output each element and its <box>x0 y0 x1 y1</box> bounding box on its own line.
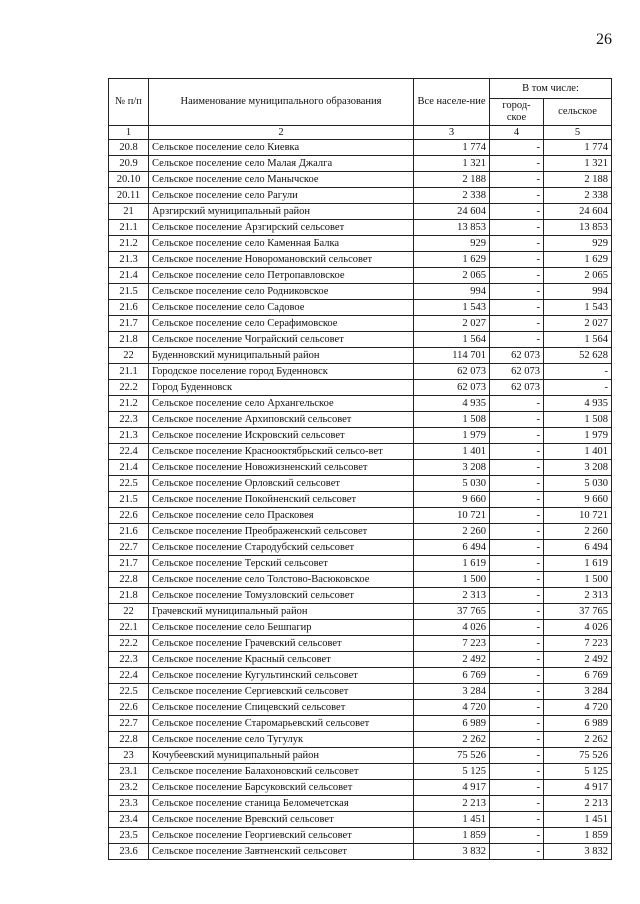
cell-num: 23 <box>109 748 149 764</box>
cell-rural: 929 <box>544 236 612 252</box>
table-row <box>109 156 612 172</box>
table-row <box>109 684 612 700</box>
cell-city: - <box>490 396 544 412</box>
cell-city: - <box>490 636 544 652</box>
cell-num: 21.7 <box>109 556 149 572</box>
cell-city: - <box>490 172 544 188</box>
cell-total: 75 526 <box>414 748 490 764</box>
cell-city: - <box>490 556 544 572</box>
cell-rural: 2 262 <box>544 732 612 748</box>
cell-total: 62 073 <box>414 380 490 396</box>
cell-rural: 4 720 <box>544 700 612 716</box>
cell-city: - <box>490 812 544 828</box>
table-row <box>109 316 612 332</box>
cell-rural: 1 774 <box>544 140 612 156</box>
cell-total: 2 213 <box>414 796 490 812</box>
cell-num: 22 <box>109 348 149 364</box>
cell-city: 62 073 <box>490 380 544 396</box>
cell-total: 37 765 <box>414 604 490 620</box>
cell-total: 2 260 <box>414 524 490 540</box>
cell-rural: 9 660 <box>544 492 612 508</box>
cell-num: 21.2 <box>109 396 149 412</box>
cell-rural: 2 188 <box>544 172 612 188</box>
cell-num: 21.4 <box>109 460 149 476</box>
cell-num: 22.6 <box>109 508 149 524</box>
cell-city: - <box>490 412 544 428</box>
cell-total: 114 701 <box>414 348 490 364</box>
cell-rural: 1 629 <box>544 252 612 268</box>
cell-name: Сельское поселение Красный сельсовет <box>149 652 414 668</box>
table-row <box>109 668 612 684</box>
table-header <box>109 79 612 140</box>
cell-city: - <box>490 524 544 540</box>
cell-total: 994 <box>414 284 490 300</box>
cell-city: - <box>490 764 544 780</box>
cell-total: 1 508 <box>414 412 490 428</box>
table-row <box>109 764 612 780</box>
cell-num: 21.1 <box>109 364 149 380</box>
cell-rural: 5 030 <box>544 476 612 492</box>
cell-total: 6 494 <box>414 540 490 556</box>
cell-num: 22.4 <box>109 444 149 460</box>
cell-num: 22.2 <box>109 636 149 652</box>
table-row <box>109 556 612 572</box>
table-row <box>109 364 612 380</box>
cell-total: 62 073 <box>414 364 490 380</box>
cell-city: - <box>490 156 544 172</box>
table-row <box>109 780 612 796</box>
table-row <box>109 476 612 492</box>
cell-name: Сельское поселение село Бешпагир <box>149 620 414 636</box>
cell-name: Арзгирский муниципальный район <box>149 204 414 220</box>
table-row <box>109 700 612 716</box>
table-row <box>109 796 612 812</box>
cell-name: Сельское поселение станица Беломечетская <box>149 796 414 812</box>
cell-num: 21.5 <box>109 492 149 508</box>
cell-city: - <box>490 444 544 460</box>
cell-total: 1 774 <box>414 140 490 156</box>
cell-rural: 6 769 <box>544 668 612 684</box>
cell-total: 5 125 <box>414 764 490 780</box>
cell-total: 2 065 <box>414 268 490 284</box>
table-row <box>109 220 612 236</box>
cell-name: Сельское поселение село Толстово-Васюковское <box>149 572 414 588</box>
table-row <box>109 252 612 268</box>
table-row <box>109 396 612 412</box>
cell-rural: 1 451 <box>544 812 612 828</box>
table-row <box>109 300 612 316</box>
header-rural: сельское <box>544 99 612 126</box>
cell-rural: 3 208 <box>544 460 612 476</box>
column-number: 4 <box>490 126 544 140</box>
cell-rural: 2 213 <box>544 796 612 812</box>
cell-name: Город Буденновск <box>149 380 414 396</box>
cell-name: Сельское поселение Стародубский сельсовет <box>149 540 414 556</box>
cell-total: 13 853 <box>414 220 490 236</box>
cell-rural: 1 543 <box>544 300 612 316</box>
cell-name: Сельское поселение Сергиевский сельсовет <box>149 684 414 700</box>
cell-num: 22 <box>109 604 149 620</box>
table-row <box>109 236 612 252</box>
table-row <box>109 172 612 188</box>
table-body <box>109 140 612 860</box>
cell-name: Сельское поселение Преображенский сельсовет <box>149 524 414 540</box>
cell-total: 1 451 <box>414 812 490 828</box>
cell-num: 21.7 <box>109 316 149 332</box>
cell-city: - <box>490 140 544 156</box>
cell-total: 1 321 <box>414 156 490 172</box>
column-number: 2 <box>149 126 414 140</box>
table-row <box>109 828 612 844</box>
cell-name: Сельское поселение село Родниковское <box>149 284 414 300</box>
table-row <box>109 508 612 524</box>
table-row <box>109 844 612 860</box>
cell-num: 22.7 <box>109 716 149 732</box>
cell-total: 1 500 <box>414 572 490 588</box>
cell-name: Сельское поселение село Архангельское <box>149 396 414 412</box>
cell-rural: 5 125 <box>544 764 612 780</box>
cell-name: Сельское поселение Завтненский сельсовет <box>149 844 414 860</box>
cell-total: 2 492 <box>414 652 490 668</box>
cell-total: 2 313 <box>414 588 490 604</box>
cell-city: - <box>490 780 544 796</box>
cell-name: Сельское поселение Искровский сельсовет <box>149 428 414 444</box>
cell-total: 5 030 <box>414 476 490 492</box>
cell-name: Сельское поселение село Петропавловское <box>149 268 414 284</box>
table-row <box>109 540 612 556</box>
cell-num: 21.5 <box>109 284 149 300</box>
header-total: Все населе-ние <box>414 79 490 126</box>
cell-city: 62 073 <box>490 348 544 364</box>
cell-name: Сельское поселение Барсуковский сельсовет <box>149 780 414 796</box>
cell-num: 21.6 <box>109 524 149 540</box>
cell-city: - <box>490 316 544 332</box>
table-row <box>109 140 612 156</box>
cell-city: - <box>490 428 544 444</box>
cell-num: 21.3 <box>109 428 149 444</box>
cell-name: Кочубеевский муниципальный район <box>149 748 414 764</box>
cell-rural: 2 313 <box>544 588 612 604</box>
cell-name: Сельское поселение село Рагули <box>149 188 414 204</box>
cell-city: - <box>490 796 544 812</box>
cell-num: 23.2 <box>109 780 149 796</box>
column-number: 3 <box>414 126 490 140</box>
cell-name: Сельское поселение Кугультинский сельсовет <box>149 668 414 684</box>
cell-name: Сельское поселение Покойненский сельсовет <box>149 492 414 508</box>
cell-num: 21.1 <box>109 220 149 236</box>
cell-name: Сельское поселение село Тугулук <box>149 732 414 748</box>
cell-total: 10 721 <box>414 508 490 524</box>
cell-name: Сельское поселение Краснооктябрьский сельсо-вет <box>149 444 414 460</box>
cell-total: 4 917 <box>414 780 490 796</box>
cell-num: 20.10 <box>109 172 149 188</box>
cell-total: 1 629 <box>414 252 490 268</box>
cell-rural: - <box>544 380 612 396</box>
cell-rural: 2 338 <box>544 188 612 204</box>
cell-rural: 1 619 <box>544 556 612 572</box>
cell-city: - <box>490 476 544 492</box>
cell-num: 22.7 <box>109 540 149 556</box>
table-row <box>109 748 612 764</box>
header-num: № п/п <box>109 79 149 126</box>
population-table <box>108 78 612 860</box>
cell-total: 2 027 <box>414 316 490 332</box>
cell-num: 22.8 <box>109 732 149 748</box>
cell-num: 21.2 <box>109 236 149 252</box>
cell-city: - <box>490 620 544 636</box>
table-row <box>109 444 612 460</box>
cell-total: 7 223 <box>414 636 490 652</box>
cell-rural: 10 721 <box>544 508 612 524</box>
cell-city: - <box>490 284 544 300</box>
cell-num: 23.5 <box>109 828 149 844</box>
table-row <box>109 652 612 668</box>
header-city: город-ское <box>490 99 544 126</box>
cell-rural: 7 223 <box>544 636 612 652</box>
cell-num: 22.5 <box>109 476 149 492</box>
table-row <box>109 428 612 444</box>
cell-total: 6 989 <box>414 716 490 732</box>
cell-total: 1 564 <box>414 332 490 348</box>
cell-city: - <box>490 268 544 284</box>
cell-name: Сельское поселение Новожизненский сельсовет <box>149 460 414 476</box>
cell-city: - <box>490 652 544 668</box>
cell-total: 3 208 <box>414 460 490 476</box>
page-number: 26 <box>596 31 612 48</box>
cell-city: - <box>490 508 544 524</box>
cell-total: 9 660 <box>414 492 490 508</box>
cell-rural: 1 508 <box>544 412 612 428</box>
cell-name: Сельское поселение село Киевка <box>149 140 414 156</box>
cell-total: 3 284 <box>414 684 490 700</box>
cell-num: 21.8 <box>109 588 149 604</box>
cell-rural: 6 494 <box>544 540 612 556</box>
cell-num: 21.6 <box>109 300 149 316</box>
table-row <box>109 620 612 636</box>
column-number: 5 <box>544 126 612 140</box>
table-row <box>109 732 612 748</box>
cell-name: Сельское поселение Терский сельсовет <box>149 556 414 572</box>
cell-city: - <box>490 300 544 316</box>
cell-num: 22.3 <box>109 652 149 668</box>
cell-num: 22.5 <box>109 684 149 700</box>
cell-rural: 1 321 <box>544 156 612 172</box>
cell-city: - <box>490 828 544 844</box>
header-name: Наименование муниципального образования <box>149 79 414 126</box>
cell-rural: 6 989 <box>544 716 612 732</box>
cell-name: Сельское поселение село Садовое <box>149 300 414 316</box>
cell-rural: - <box>544 364 612 380</box>
cell-city: - <box>490 748 544 764</box>
cell-total: 3 832 <box>414 844 490 860</box>
table-row <box>109 380 612 396</box>
table-row <box>109 188 612 204</box>
cell-rural: 24 604 <box>544 204 612 220</box>
cell-rural: 52 628 <box>544 348 612 364</box>
cell-num: 21.4 <box>109 268 149 284</box>
cell-num: 22.4 <box>109 668 149 684</box>
cell-rural: 2 065 <box>544 268 612 284</box>
cell-city: - <box>490 540 544 556</box>
table-row <box>109 348 612 364</box>
cell-total: 24 604 <box>414 204 490 220</box>
cell-num: 23.1 <box>109 764 149 780</box>
cell-rural: 2 492 <box>544 652 612 668</box>
cell-city: - <box>490 204 544 220</box>
cell-num: 20.11 <box>109 188 149 204</box>
cell-city: - <box>490 188 544 204</box>
cell-city: - <box>490 732 544 748</box>
cell-name: Сельское поселение Томузловский сельсовет <box>149 588 414 604</box>
cell-city: - <box>490 844 544 860</box>
cell-name: Сельское поселение село Манычское <box>149 172 414 188</box>
cell-total: 2 338 <box>414 188 490 204</box>
cell-num: 22.3 <box>109 412 149 428</box>
cell-rural: 4 935 <box>544 396 612 412</box>
table-row <box>109 204 612 220</box>
cell-num: 22.8 <box>109 572 149 588</box>
table-row <box>109 636 612 652</box>
table-row <box>109 284 612 300</box>
cell-rural: 4 917 <box>544 780 612 796</box>
cell-city: - <box>490 460 544 476</box>
cell-rural: 1 979 <box>544 428 612 444</box>
table-row <box>109 716 612 732</box>
cell-name: Сельское поселение село Серафимовское <box>149 316 414 332</box>
cell-total: 6 769 <box>414 668 490 684</box>
cell-rural: 3 284 <box>544 684 612 700</box>
cell-city: 62 073 <box>490 364 544 380</box>
cell-num: 22.2 <box>109 380 149 396</box>
cell-name: Сельское поселение Старомарьевский сельсовет <box>149 716 414 732</box>
table-row <box>109 524 612 540</box>
column-number: 1 <box>109 126 149 140</box>
header-group: В том числе: <box>490 79 612 99</box>
cell-num: 21 <box>109 204 149 220</box>
cell-rural: 2 260 <box>544 524 612 540</box>
column-numbers-row <box>109 126 612 140</box>
cell-name: Грачевский муниципальный район <box>149 604 414 620</box>
cell-num: 20.9 <box>109 156 149 172</box>
cell-city: - <box>490 572 544 588</box>
cell-city: - <box>490 252 544 268</box>
cell-name: Сельское поселение село Каменная Балка <box>149 236 414 252</box>
table-row <box>109 412 612 428</box>
cell-num: 23.4 <box>109 812 149 828</box>
cell-num: 22.1 <box>109 620 149 636</box>
cell-name: Городское поселение город Буденновск <box>149 364 414 380</box>
table-row <box>109 268 612 284</box>
cell-city: - <box>490 668 544 684</box>
cell-name: Сельское поселение село Малая Джалга <box>149 156 414 172</box>
cell-rural: 1 401 <box>544 444 612 460</box>
cell-name: Сельское поселение Архиповский сельсовет <box>149 412 414 428</box>
cell-num: 21.8 <box>109 332 149 348</box>
cell-name: Сельское поселение Балахоновский сельсовет <box>149 764 414 780</box>
table-row <box>109 460 612 476</box>
cell-total: 2 262 <box>414 732 490 748</box>
table-row <box>109 604 612 620</box>
cell-rural: 4 026 <box>544 620 612 636</box>
cell-rural: 1 500 <box>544 572 612 588</box>
cell-name: Буденновский муниципальный район <box>149 348 414 364</box>
cell-name: Сельское поселение Орловский сельсовет <box>149 476 414 492</box>
cell-name: Сельское поселение село Прасковея <box>149 508 414 524</box>
cell-city: - <box>490 332 544 348</box>
table-row <box>109 492 612 508</box>
cell-total: 929 <box>414 236 490 252</box>
cell-city: - <box>490 684 544 700</box>
cell-name: Сельское поселение Новоромановский сельсовет <box>149 252 414 268</box>
table-row <box>109 588 612 604</box>
table-row <box>109 332 612 348</box>
cell-total: 4 720 <box>414 700 490 716</box>
cell-total: 4 026 <box>414 620 490 636</box>
cell-rural: 3 832 <box>544 844 612 860</box>
cell-total: 1 619 <box>414 556 490 572</box>
cell-num: 22.6 <box>109 700 149 716</box>
cell-total: 2 188 <box>414 172 490 188</box>
cell-num: 23.6 <box>109 844 149 860</box>
cell-name: Сельское поселение Грачевский сельсовет <box>149 636 414 652</box>
cell-total: 1 401 <box>414 444 490 460</box>
cell-rural: 37 765 <box>544 604 612 620</box>
cell-city: - <box>490 700 544 716</box>
cell-city: - <box>490 604 544 620</box>
cell-city: - <box>490 588 544 604</box>
cell-city: - <box>490 220 544 236</box>
cell-total: 4 935 <box>414 396 490 412</box>
cell-rural: 13 853 <box>544 220 612 236</box>
table-row <box>109 812 612 828</box>
cell-city: - <box>490 492 544 508</box>
cell-num: 23.3 <box>109 796 149 812</box>
cell-num: 21.3 <box>109 252 149 268</box>
cell-total: 1 543 <box>414 300 490 316</box>
cell-rural: 1 564 <box>544 332 612 348</box>
cell-name: Сельское поселение Георгиевский сельсовет <box>149 828 414 844</box>
cell-name: Сельское поселение Вревский сельсовет <box>149 812 414 828</box>
cell-name: Сельское поселение Чограйский сельсовет <box>149 332 414 348</box>
cell-total: 1 859 <box>414 828 490 844</box>
table-row <box>109 572 612 588</box>
cell-rural: 1 859 <box>544 828 612 844</box>
cell-num: 20.8 <box>109 140 149 156</box>
cell-total: 1 979 <box>414 428 490 444</box>
cell-name: Сельское поселение Арзгирский сельсовет <box>149 220 414 236</box>
cell-rural: 994 <box>544 284 612 300</box>
cell-city: - <box>490 716 544 732</box>
cell-city: - <box>490 236 544 252</box>
cell-name: Сельское поселение Спицевский сельсовет <box>149 700 414 716</box>
cell-rural: 2 027 <box>544 316 612 332</box>
cell-rural: 75 526 <box>544 748 612 764</box>
